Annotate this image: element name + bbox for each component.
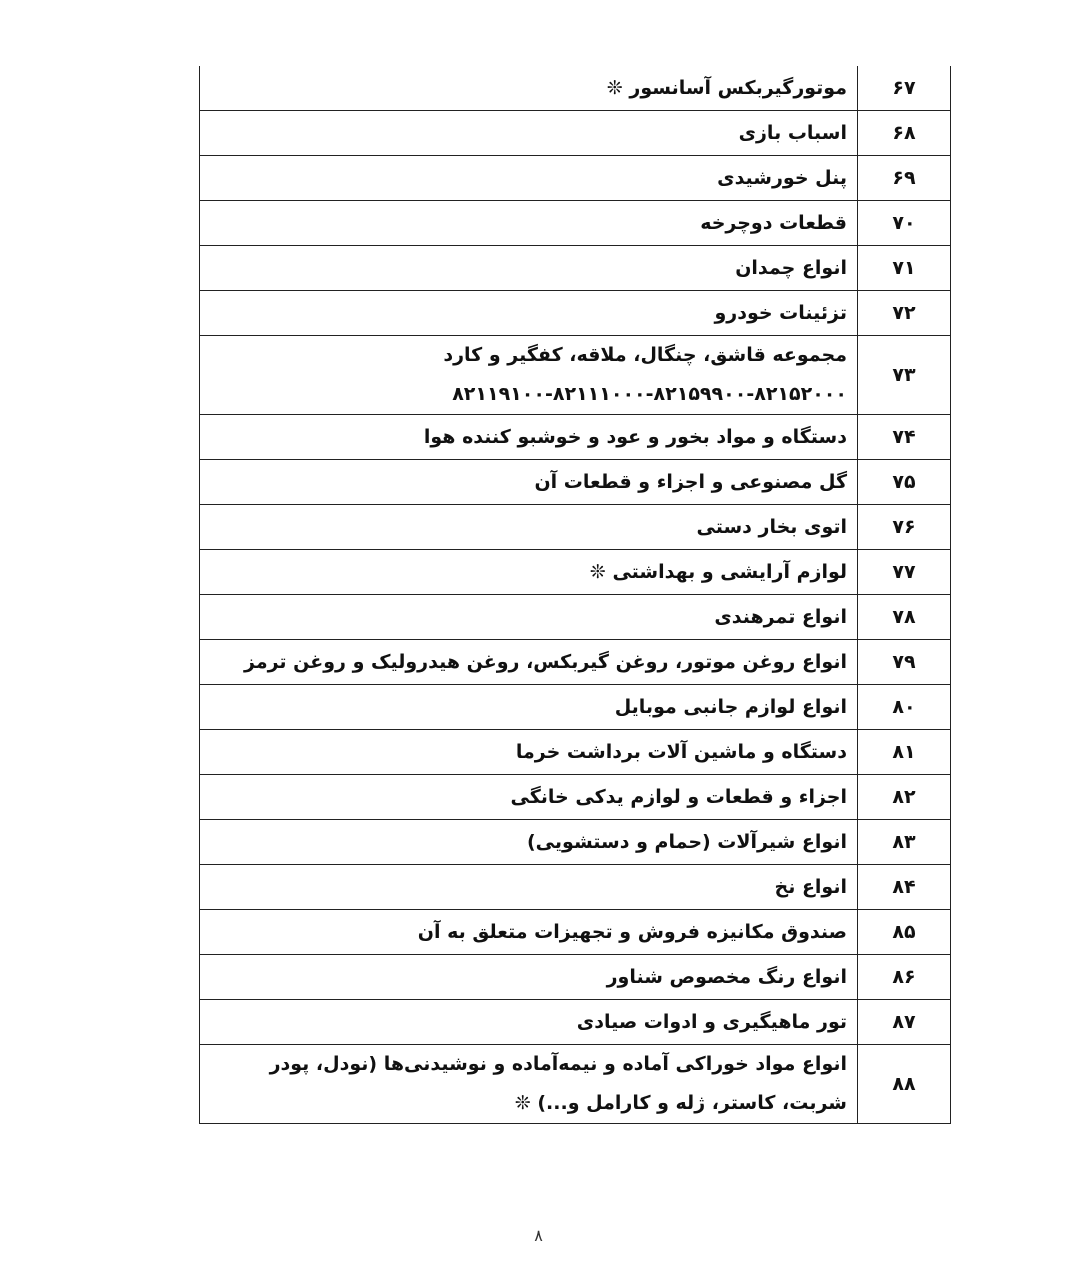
row-number: ۷۳ <box>858 336 951 415</box>
row-number: ۸۵ <box>858 910 951 955</box>
row-description: انواع روغن موتور، روغن گیربکس، روغن هیدرولیک و روغن ترمز <box>200 640 858 685</box>
row-number: ۷۱ <box>858 246 951 291</box>
row-description: لوازم آرایشی و بهداشتی ❊ <box>200 550 858 595</box>
table-row <box>200 291 951 336</box>
table-row <box>200 246 951 291</box>
table-row <box>200 111 951 156</box>
table-row <box>200 1045 951 1124</box>
table-row <box>200 415 951 460</box>
row-description: انواع مواد خوراکی آماده و نیمه‌آماده و نوشیدنی‌ها (نودل، پودر شربت، کاستر، ژله و کارامل و...) ❊ <box>200 1045 858 1124</box>
row-description: تزئینات خودرو <box>200 291 858 336</box>
row-description: مجموعه قاشق، چنگال، ملاقه، کفگیر و کارد ۸۲۱۵۲۰۰۰-۸۲۱۵۹۹۰۰-۸۲۱۱۱۰۰۰-۸۲۱۱۹۱۰۰ <box>200 336 858 415</box>
row-number: ۸۲ <box>858 775 951 820</box>
row-description: انواع رنگ مخصوص شناور <box>200 955 858 1000</box>
table-row <box>200 820 951 865</box>
row-description: صندوق مکانیزه فروش و تجهیزات متعلق به آن <box>200 910 858 955</box>
row-number: ۷۸ <box>858 595 951 640</box>
row-description: انواع نخ <box>200 865 858 910</box>
table-row <box>200 955 951 1000</box>
table-row <box>200 66 951 111</box>
row-description: اتوی بخار دستی <box>200 505 858 550</box>
table-row <box>200 730 951 775</box>
table-row <box>200 865 951 910</box>
row-description: موتورگیربکس آسانسور ❊ <box>200 66 858 111</box>
row-number: ۸۴ <box>858 865 951 910</box>
row-number: ۸۶ <box>858 955 951 1000</box>
row-number: ۷۹ <box>858 640 951 685</box>
row-description: انواع چمدان <box>200 246 858 291</box>
row-description: تور ماهیگیری و ادوات صیادی <box>200 1000 858 1045</box>
table-row <box>200 685 951 730</box>
table-row <box>200 1000 951 1045</box>
row-description: انواع تمرهندی <box>200 595 858 640</box>
row-description: گل مصنوعی و اجزاء و قطعات آن <box>200 460 858 505</box>
row-number: ۷۷ <box>858 550 951 595</box>
row-number: ۶۷ <box>858 66 951 111</box>
row-description: پنل خورشیدی <box>200 156 858 201</box>
row-description: انواع لوازم جانبی موبایل <box>200 685 858 730</box>
page-number: ۸ <box>534 1226 543 1245</box>
row-description: قطعات دوچرخه <box>200 201 858 246</box>
table-row <box>200 775 951 820</box>
row-number: ۷۴ <box>858 415 951 460</box>
items-table <box>199 66 951 1124</box>
row-number: ۸۱ <box>858 730 951 775</box>
table-row <box>200 550 951 595</box>
row-description: اجزاء و قطعات و لوازم یدکی خانگی <box>200 775 858 820</box>
table-row <box>200 505 951 550</box>
row-number: ۶۹ <box>858 156 951 201</box>
row-number: ۷۵ <box>858 460 951 505</box>
table-row <box>200 910 951 955</box>
row-description: انواع شیرآلات (حمام و دستشویی) <box>200 820 858 865</box>
row-number: ۷۲ <box>858 291 951 336</box>
table-row <box>200 336 951 415</box>
table-row <box>200 460 951 505</box>
row-number: ۶۸ <box>858 111 951 156</box>
row-number: ۸۸ <box>858 1045 951 1124</box>
row-number: ۸۳ <box>858 820 951 865</box>
table-row <box>200 595 951 640</box>
row-description: دستگاه و ماشین آلات برداشت خرما <box>200 730 858 775</box>
row-description: اسباب بازی <box>200 111 858 156</box>
table-row <box>200 201 951 246</box>
row-number: ۸۷ <box>858 1000 951 1045</box>
row-number: ۷۶ <box>858 505 951 550</box>
row-number: ۷۰ <box>858 201 951 246</box>
row-number: ۸۰ <box>858 685 951 730</box>
row-description: دستگاه و مواد بخور و عود و خوشبو کننده هوا <box>200 415 858 460</box>
table-row <box>200 156 951 201</box>
table-row <box>200 640 951 685</box>
